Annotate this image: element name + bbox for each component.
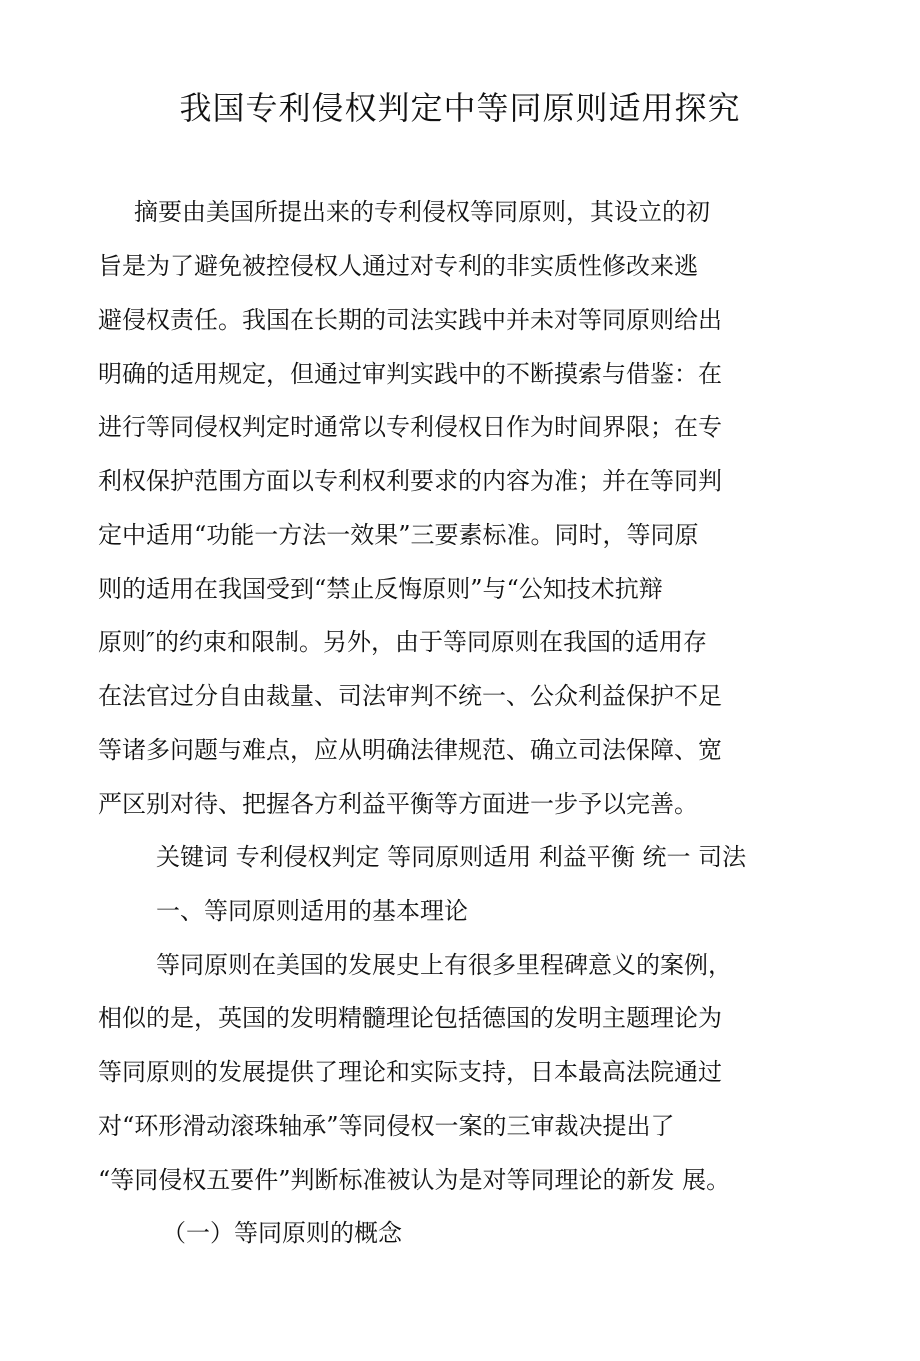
body-line: “等同侵权五要件”判断标准被认为是对等同理论的新发 展。 [98,1166,731,1194]
subsection-heading: （一）等同原则的概念 [162,1219,402,1247]
abstract-line: 旨是为了避免被控侵权人通过对专利的非实质性修改来逃 [98,252,698,280]
abstract-line: 明确的适用规定，但通过审判实践中的不断摸索与借鉴：在 [98,360,722,388]
body-line: 等同原则的发展提供了理论和实际支持，日本最高法院通过 [98,1058,722,1086]
abstract-line: 定中适用“功能一方法一效果”三要素标准。同时，等同原 [98,521,699,549]
abstract-line: 利权保护范围方面以专利权利要求的内容为准；并在等同判 [98,467,722,495]
abstract-line: 在法官过分自由裁量、司法审判不统一、公众利益保护不足 [98,682,722,710]
body-line: 对“环形滑动滚珠轴承”等同侵权一案的三审裁决提出了 [98,1112,675,1140]
abstract-line: 等诸多问题与难点，应从明确法律规范、确立司法保障、宽 [98,736,722,764]
body-line: 等同原则在美国的发展史上有很多里程碑意义的案例， [156,951,732,979]
abstract-line: 避侵权责任。我国在长期的司法实践中并未对等同原则给出 [98,306,722,334]
body-line: 相似的是，英国的发明精髓理论包括德国的发明主题理论为 [98,1004,722,1032]
abstract-line: 严区别对待、把握各方利益平衡等方面进一步予以完善。 [98,790,698,818]
abstract-line: 进行等同侵权判定时通常以专利侵权日作为时间界限；在专 [98,413,722,441]
section-heading: 一、等同原则适用的基本理论 [156,897,468,925]
abstract-line: 摘要由美国所提出来的专利侵权等同原则，其设立的初 [134,198,710,226]
abstract-line: 原则″的约束和限制。另外，由于等同原则在我国的适用存 [98,628,707,656]
keywords-line: 关键词 专利侵权判定 等同原则适用 利益平衡 统一 司法 [156,843,747,871]
abstract-line: 则的适用在我国受到“禁止反悔原则”与“公知技术抗辩 [98,575,663,603]
document-title: 我国专利侵权判定中等同原则适用探究 [179,89,741,127]
